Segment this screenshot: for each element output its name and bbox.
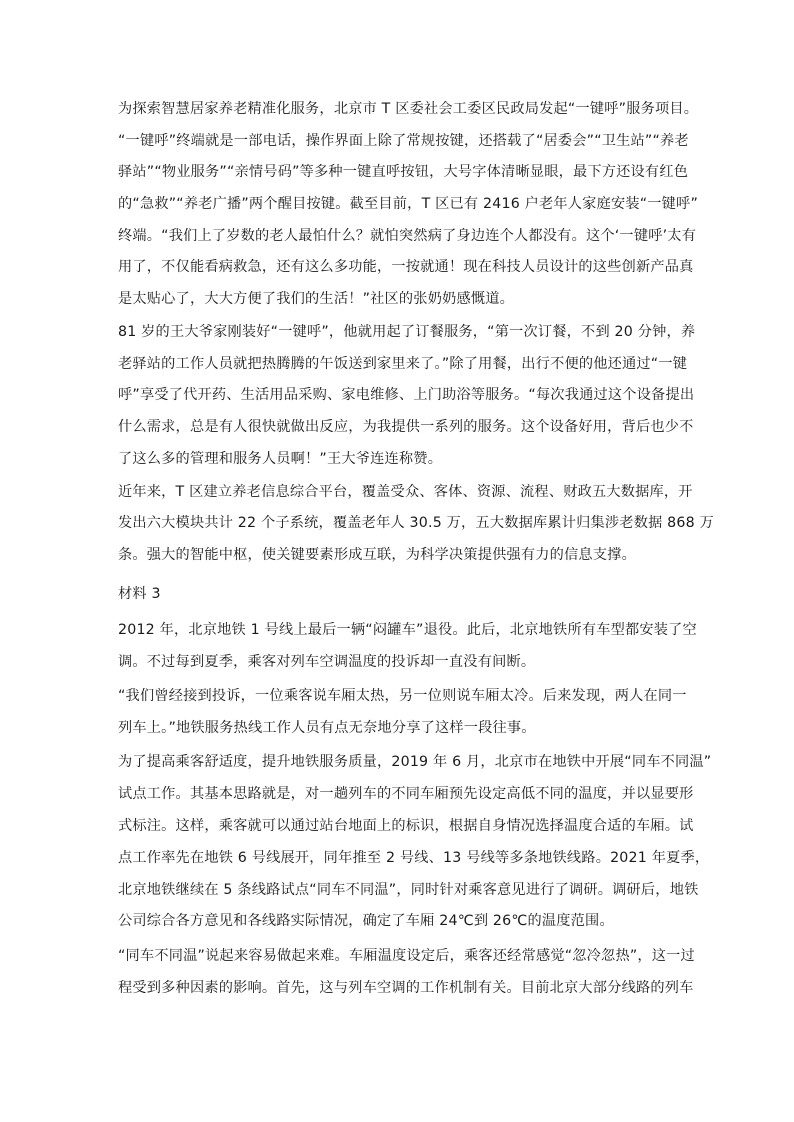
text-line: 程受到多种因素的影响。首先，这与列车空调的工作机制有关。目前北京大部分线路的列车 [118,980,694,996]
text-line: “同车不同温”说起来容易做起来难。车厢温度设定后，乘客还经常感觉“忽冷忽热”，这一过 [118,948,695,964]
text-line: 近年来，T 区建立养老信息综合平台，覆盖受众、客体、资源、流程、财政五大数据库，开 [118,484,693,500]
text-line: 用了，不仅能看病救急，还有这么多功能，一按就通！现在科技人员设计的这些创新产品真 [118,259,694,275]
text-line: 2012 年，北京地铁 1 号线上最后一辆“闷罐车”退役。此后，北京地铁所有车型都安装了空 [118,622,697,638]
text-line: 试点工作。其基本思路就是，对一趟列车的不同车厢预先设定高低不同的温度，并以显要形 [118,786,694,802]
text-line: 列车上。”地铁服务热线工作人员有点无奈地分享了这样一段往事。 [118,720,536,736]
text-line: “一键呼”终端就是一部电话，操作界面上除了常规按键，还搭载了“居委会”“卫生站”“养老 [118,133,689,149]
text-line: 81 岁的王大爷家刚装好“一键呼”，他就用起了订餐服务，“第一次订餐，不到 20 分钟，养 [118,324,696,340]
text-line: 是太贴心了，大大方便了我们的生活！”社区的张奶奶感慨道。 [118,291,515,307]
text-line: “我们曾经接到投诉，一位乘客说车厢太热，另一位则说车厢太冷。后来发现，两人在同一 [118,688,687,704]
text-line: 式标注。这样，乘客就可以通过站台地面上的标识，根据自身情况选择温度合适的车厢。试 [118,818,694,834]
text-line: 什么需求，总是有人很快就做出反应，为我提供一系列的服务。这个设备好用，背后也少不 [118,419,694,435]
text-line: 条。强大的智能中枢，使关键要素形成互联，为科学决策提供强有力的信息支撑。 [118,547,636,563]
text-line: 公司综合各方意见和各线路实际情况，确定了车厢 24℃到 26℃的温度范围。 [118,913,614,929]
text-line: 的“急救”“养老广播”两个醒目按键。截至目前，T 区已有 2416 户老年人家庭安装“一键呼” [118,196,698,212]
text-line: 为了提高乘客舒适度，提升地铁服务质量，2019 年 6 月，北京市在地铁中开展“同车不同温” [118,754,712,770]
text-line: 发出六大模块共计 22 个子系统，覆盖老年人 30.5 万，五大数据库累计归集涉老数据 868 万 [118,515,714,531]
text-line: 终端。“我们上了岁数的老人最怕什么？就怕突然病了身边连个人都没有。这个‘一键呼’太有 [118,228,697,244]
text-line: 老驿站的工作人员就把热腾腾的午饭送到家里来了。”除了用餐，出行不便的他还通过“一键 [118,356,688,372]
text-line: 驿站”“物业服务”“亲情号码”等多种一键直呼按钮，大号字体清晰显眼，最下方还设有红色 [118,164,689,180]
text-line: 为探索智慧居家养老精准化服务，北京市 T 区委社会工委区民政局发起“一键呼”服务项目。 [118,101,699,117]
text-line: 了这么多的管理和服务人员啊！”王大爷连连称赞。 [118,451,443,467]
text-line: 调。不过每到夏季，乘客对列车空调温度的投诉却一直没有间断。 [118,654,536,670]
text-line: 北京地铁继续在 5 条线路试点“同车不同温”，同时针对乘客意见进行了调研。调研后，地铁 [118,882,699,898]
text-line: 呼”享受了代开药、生活用品采购、家电维修、上门助浴等服务。“每次我通过这个设备提出 [118,387,695,403]
text-line: 点工作率先在地铁 6 号线展开，同年推至 2 号线、13 号线等多条地铁线路。2021 年夏季， [118,850,710,866]
section-heading: 材料 3 [118,586,161,602]
